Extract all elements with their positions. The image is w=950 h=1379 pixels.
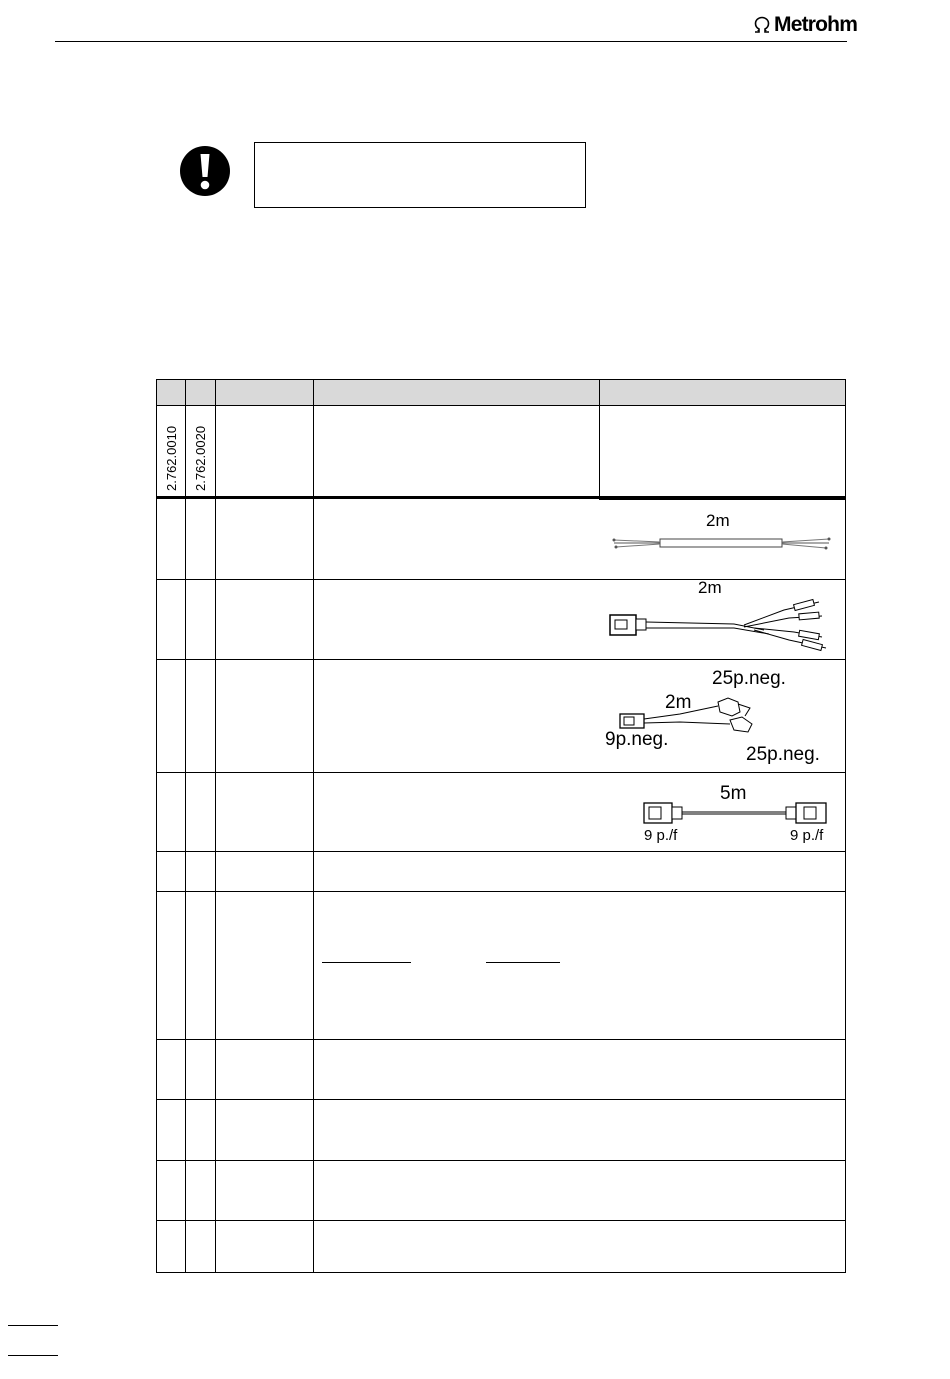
cable-image-3 bbox=[600, 662, 845, 771]
page-mark-2 bbox=[8, 1355, 58, 1356]
cable4-end-right: 9 p./f bbox=[790, 827, 824, 844]
cable3-connector-b: 9p.neg. bbox=[605, 729, 669, 750]
header-rule bbox=[55, 41, 847, 42]
cable2-length: 2m bbox=[698, 578, 722, 597]
cable-icon bbox=[604, 582, 842, 657]
exclamation-icon bbox=[179, 145, 231, 197]
brand-logo bbox=[752, 12, 857, 38]
table-header bbox=[156, 379, 846, 405]
model-column-2: 2.762.0020 bbox=[193, 425, 208, 491]
page-mark-1 bbox=[8, 1325, 58, 1326]
cable-image-2 bbox=[604, 578, 842, 657]
brand-name: Metrohm bbox=[774, 13, 858, 36]
cable3-connector-a: 25p.neg. bbox=[712, 668, 786, 689]
cable3-connector-c: 25p.neg. bbox=[746, 744, 820, 765]
cable3-length: 2m bbox=[665, 692, 692, 713]
model-column-1: 2.762.0010 bbox=[164, 425, 179, 491]
underline-2 bbox=[486, 962, 560, 963]
cable4-length: 5m bbox=[720, 783, 747, 804]
cable1-length: 2m bbox=[706, 511, 730, 530]
notice-box bbox=[254, 142, 586, 208]
cable-image-4 bbox=[604, 775, 842, 849]
underline-1 bbox=[322, 962, 411, 963]
cable-image-1 bbox=[604, 503, 842, 575]
cable4-end-left: 9 p./f bbox=[644, 827, 678, 844]
omega-logo-icon bbox=[752, 15, 772, 35]
accessories-table bbox=[156, 379, 846, 1273]
